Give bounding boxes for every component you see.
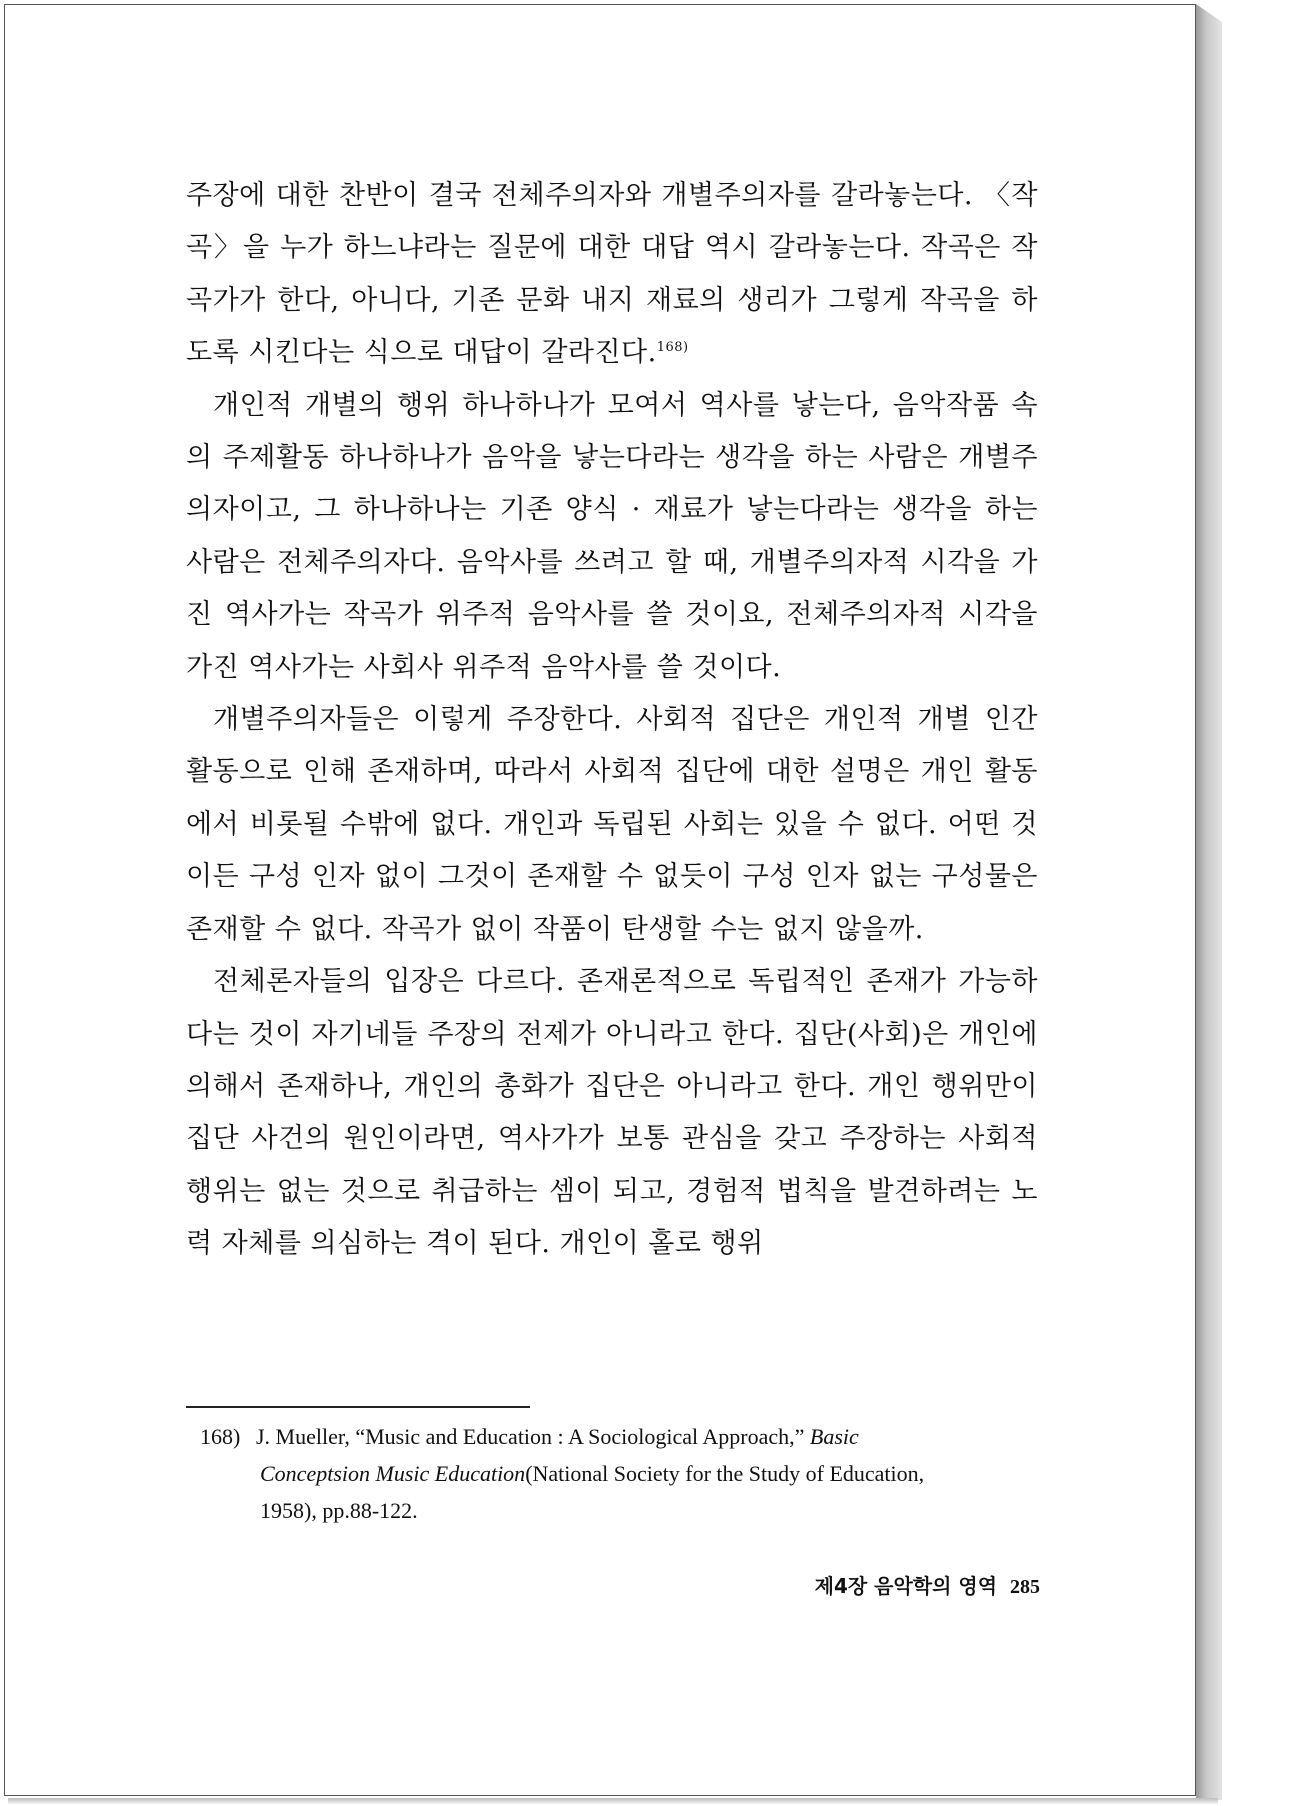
footnote-reference: 168) (656, 340, 689, 356)
paragraph-3: 개별주의자들은 이렇게 주장한다. 사회적 집단은 개인적 개별 인간 활동으로 인해 존재하며, 따라서 사회적 집단에 대한 설명은 개인 활동에서 비롯될 수밖에 없다. 개인과 독립된 사회는 있을 수 없다. 어떤 것이든 구성 인자 없이 그것이 존재할 수 없듯이 구성 인자 없는 구성물은 존재할 수 없다. 작곡가 없이 작품이 탄생할 수는 없지 않을까. (186, 704, 1038, 945)
body-text (186, 170, 1038, 1271)
running-footer (740, 1570, 1040, 1599)
footnote (200, 1418, 1040, 1529)
page-edge (1196, 4, 1222, 1800)
paragraph-4: 전체론자들의 입장은 다르다. 존재론적으로 독립적인 존재가 가능하다는 것이 자기네들 주장의 전제가 아니라고 한다. 집단(사회)은 개인에 의해서 존재하나, 개인의 총화가 집단은 아니라고 한다. 개인 행위만이 집단 사건의 원인이라면, 역사가가 보통 관심을 갖고 주장하는 사회적 행위는 없는 것으로 취급하는 셈이 되고, 경험적 법칙을 발견하려는 노력 자체를 의심하는 격이 된다. 개인이 홀로 행위 (186, 966, 1038, 1260)
footnote-publisher: (National Society for the Study of Education, (525, 1461, 925, 1486)
footnote-title-part1: Basic (809, 1424, 859, 1449)
footnote-divider (186, 1406, 530, 1408)
footnote-line-2 (200, 1455, 1040, 1492)
page-shadow (8, 1798, 1218, 1804)
page-number: 285 (1010, 1576, 1040, 1598)
paragraph-2: 개인적 개별의 행위 하나하나가 모여서 역사를 낳는다, 음악작품 속의 주제활동 하나하나가 음악을 낳는다라는 생각을 하는 사람은 개별주의자이고, 그 하나하나는 기존 양식 · 재료가 낳는다라는 생각을 하는 사람은 전체주의자다. 음악사를 쓰려고 할 때, 개별주의자적 시각을 가진 역사가는 작곡가 위주적 음악사를 쓸 것이요, 전체주의자적 시각을 가진 역사가는 사회사 위주적 음악사를 쓸 것이다. (186, 389, 1038, 683)
paragraph-1 (186, 170, 1038, 380)
footnote-author: J. Mueller, “Music and Education : A Sociological Approach,” (256, 1424, 805, 1449)
footnote-line-3: 1958), pp.88-122. (260, 1498, 418, 1523)
chapter-title: 제4장 음악학의 영역 (814, 1574, 998, 1598)
paragraph-1-text: 주장에 대한 찬반이 결국 전체주의자와 개별주의자를 갈라놓는다. 〈작곡〉을 누가 하느냐라는 질문에 대한 대답 역시 갈라놓는다. 작곡은 작곡가가 한다, 아니다, 기존 문화 내지 재료의 생리가 그렇게 작곡을 하도록 시킨다는 식으로 대답이 갈라진다. (186, 180, 1038, 369)
footnote-number: 168) (200, 1424, 241, 1449)
footnote-title-part2: Conceptsion Music Education (260, 1461, 526, 1486)
